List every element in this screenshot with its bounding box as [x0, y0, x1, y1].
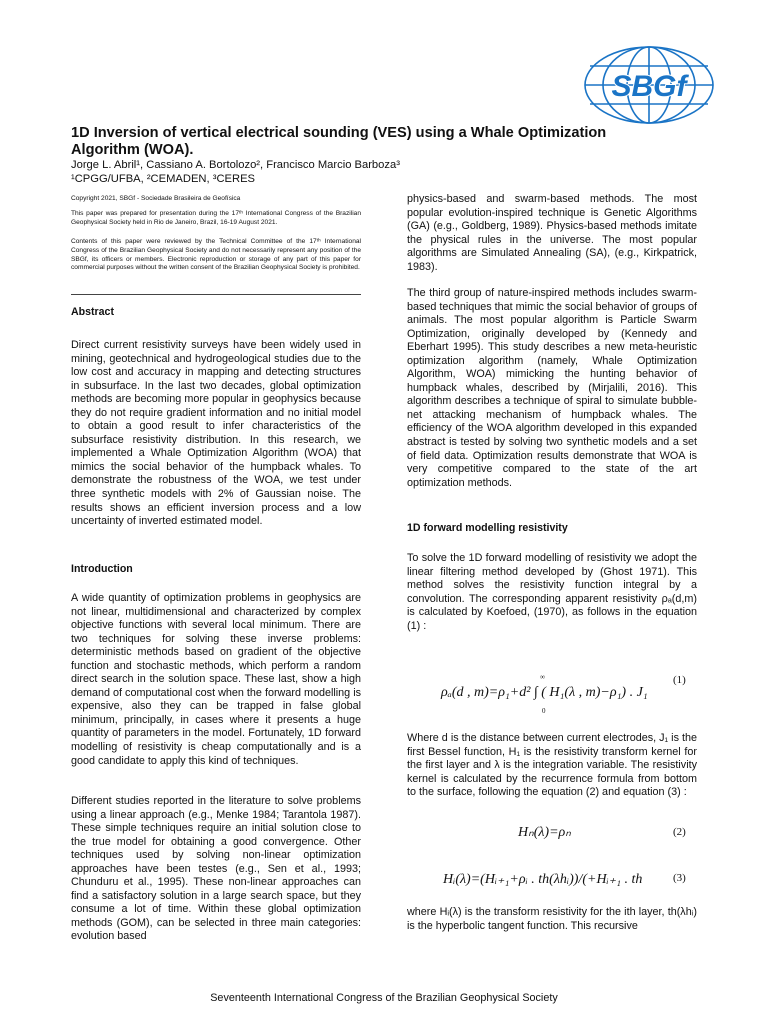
equation-1-number: (1) — [673, 674, 686, 686]
forward-modelling-heading: 1D forward modelling resistivity — [407, 522, 568, 534]
introduction-paragraph-1: A wide quantity of optimization problems in geophysics are not linear, multidimensional and characterized by complex objective functions with several local minimum. There are two techniques for solving these inverse problems: deterministic methods based on gradient of the objective function and stochastic methods, which perform a random direct search in the solution space. These last, show a high demand of computational cost when the forward modelling is expensive, also they can be trapped in false global minimum, principally, in cases where it presents a huge quantity of parameters in the model. Fortunately, 1D forward modelling of resistivity is cheap computationally and is a good candidate to apply this kind of techniques. — [71, 592, 361, 767]
paper-affiliations: ¹CPGG/UFBA, ²CEMADEN, ³CERES — [71, 173, 255, 185]
right-paragraph-1: physics-based and swarm-based methods. The most popular evolution-inspired technique is Genetic Algorithms (GA) (e.g., Goldberg, 1989). Physics-based methods imitate the physical rules in the universe. The most popular algorithms are Simulated Annealing (SA), (e.g., Kirkpatrick, 1983). — [407, 193, 697, 273]
equation-3: Hᵢ(λ)=(Hᵢ₊₁+ρᵢ . th(λhᵢ))/(+Hᵢ₊₁ . th — [443, 872, 643, 887]
page-footer: Seventeenth International Congress of the Brazilian Geophysical Society — [210, 992, 558, 1004]
forward-paragraph-1: To solve the 1D forward modelling of resistivity we adopt the linear filtering method developed by (Ghost 1971). This method solves the resistivity function integral by a convolution. The corresponding apparent resistivity ρₐ(d,m) is calculated by Koefoed, (1970), as follows in the equation (1) : — [407, 552, 697, 632]
forward-paragraph-3: where Hᵢ(λ) is the transform resistivity for the ith layer, th(λhᵢ) is the hyperbolic tangent function. This recursive — [407, 906, 697, 932]
introduction-paragraph-2: Different studies reported in the literature to solve problems using a linear approach (e.g., Menke 1984; Tarantola 1987). These simple techniques require an initial solution close to the true model for obtaining a good convergence. Other techniques used by solving non-linear optimization approaches have been testes (e.g., Sen et al., 1993; Chunduru et al., 1995). These non-linear approaches can find a satisfactory solution in a large search space, but they consume a lot of time. Within these global optimization methods (GOM), can be selected in three main categories: evolution based — [71, 795, 361, 943]
paper-authors: Jorge L. Abril¹, Cassiano A. Bortolozo², Francisco Marcio Barboza³ — [71, 159, 400, 171]
front-matter-divider — [71, 294, 361, 295]
sbgf-logo — [582, 44, 716, 126]
right-paragraph-2: The third group of nature-inspired methods includes swarm- based techniques that mimic the social behavior of groups of animals. The most popular algorithm is Particle Swarm Optimization, originally developed by (Kennedy and Eberhart 1995). This study describes a new meta-heuristic optimization algorithm (namely, Whale Optimization Algorithm, WOA) mimicking the hunting behavior of humpback whales, described by (Mirjalili, 2016). This algorithm describes a technique of spiral to simulate bubble-net attacking mechanism of humpback whales. The efficiency of the WOA algorithm developed in this expanded abstract is tested by solving two synthetic models and a set of field data. Optimization results demonstrate that WOA is very competitive compared to the state of the art optimization methods. — [407, 287, 697, 489]
introduction-heading: Introduction — [71, 563, 133, 575]
equation-1: ρₐ(d , m)=ρ₁+d² ∫ ( H₁(λ , m)−ρ₁) . J₁ — [441, 685, 648, 700]
equation-2-number: (2) — [673, 826, 686, 838]
integral-upper-limit: ∞ — [540, 673, 545, 681]
integral-lower-limit: 0 — [542, 707, 546, 715]
abstract-heading: Abstract — [71, 306, 114, 318]
equation-2: Hₙ(λ)=ρₙ — [518, 825, 571, 840]
equation-3-number: (3) — [673, 872, 686, 884]
presentation-note: This paper was prepared for presentation during the 17ᵗʰ International Congress of the Brazilian Geophysical Society held in Rio de Janeiro, Brazil, 16-19 August 2021. — [71, 210, 361, 226]
abstract-text: Direct current resistivity surveys have been widely used in mining, geotechnical and hydrogeological studies due to the low cost and accuracy in mapping and detecting structures in subsurface. In the last two decades, global optimization methods are becoming more popular in geophysics because they do not require gradient information and no initial model to obtain a good result to infer characteristics of the subsurface resistivity distribution. In this research, we implemented a Whale Optimization Algorithm (WOA) that mimics the social behavior of the humpback whales. To demonstrate the robustness of the WOA, we test under three synthetic models with 2% of Gaussian noise. The results shows an efficient inversion process and a low uncertainty of inverted estimated model. — [71, 339, 361, 528]
forward-paragraph-2: Where d is the distance between current electrodes, J₁ is the first Bessel function, H₁ is the resistivity transform kernel for the first layer and λ is the integration variable. The resistivity kernel is calculated by the recurrence formula from bottom to the surface, following the equation (2) and equation (3) : — [407, 732, 697, 799]
contents-note: Contents of this paper were reviewed by the Technical Committee of the 17ᵗʰ International Congress of the Brazilian Geophysical Society and do not necessarily represent any position of the SBGf, its officers or members. Electronic reproduction or storage of any part of this paper for commercial purposes without the written consent of the Brazilian Geophysical Society is prohibited. — [71, 238, 361, 272]
logo-text: SBGf — [611, 70, 687, 103]
copyright-note: Copyright 2021, SBGf - Sociedade Brasileira de Geofísica — [71, 195, 241, 202]
paper-title: 1D Inversion of vertical electrical sounding (VES) using a Whale Optimization Algorithm (WOA). — [71, 125, 607, 158]
